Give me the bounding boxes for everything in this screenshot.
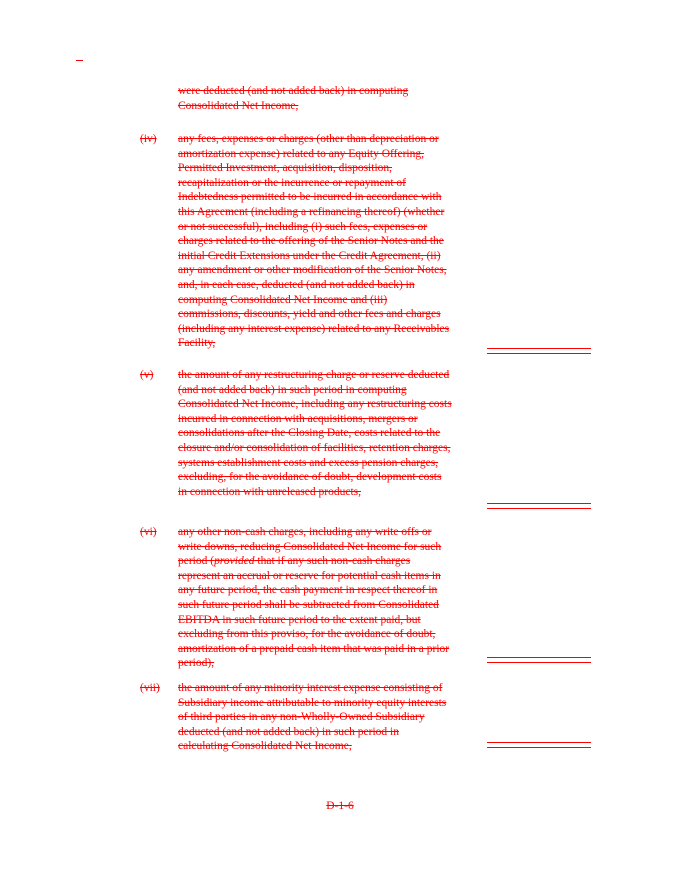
corner-dash-mark <box>76 60 83 61</box>
clause-v <box>0 368 680 518</box>
clause-continuation <box>0 84 680 116</box>
clause-vi <box>0 525 680 675</box>
clause-text-emphasis: provided <box>214 555 255 568</box>
clause-text <box>178 525 452 671</box>
clause-text-part: any other non-cash charges, including any write offs or write downs, reducing Consolidated Net Income for such period ( <box>178 526 442 568</box>
change-mark <box>487 657 591 663</box>
clause-marker: (v) <box>140 369 154 381</box>
change-mark <box>487 503 591 509</box>
clause-text-part: that if any such non-cash charges represent an accrual or reserve for potential cash items in any future period, the cash payment in respect thereof in such future period shall be subtracted from Consolidated EBITDA in such future period to the extent paid, but excluding from this proviso, for the avoidance of doubt, amortization of a prepaid cash item that was paid in a prior period), <box>178 555 450 670</box>
clause-vii <box>0 681 680 771</box>
clause-text: were deducted (and not added back) in computing Consolidated Net Income, <box>178 85 409 112</box>
clause-text: any fees, expenses or charges (other than depreciation or amortization expense) related to any Equity Offering, Permitted Investment, acquisition, disposition, recapitalization or the incurrence or repayment of Indebtedness permitted to be incurred in accordance with this Agreement (including a refinancing thereof) (whether or not successful), including (i) such fees, expenses or charges related to the offering of the Senior Notes and the initial Credit Extensions under the Credit Agreement, (ii) any amendment or other modification of the Senior Notes, and, in each case, deducted (and not added back) in computing Consolidated Net Income and (iii) commissions, discounts, yield and other fees and charges (including any interest expense) related to any Receivables Facility, <box>178 133 450 350</box>
clause-marker: (vi) <box>140 526 157 538</box>
change-mark <box>487 742 591 748</box>
clause-text: the amount of any minority interest expense consisting of Subsidiary income attributable to minority equity interests of third parties in any non-Wholly-Owned Subsidiary deducted (and not added back) in such period in calculating Consolidated Net Income, <box>178 682 447 753</box>
clause-marker: (vii) <box>140 682 160 694</box>
clause-text: the amount of any restructuring charge or reserve deducted (and not added back) in such period in computing Consolidated Net Income, including any restructuring costs incurred in connection with acquisitions, mergers or consolidations after the Closing Date, costs related to the closure and/or consolidation of facilities, retention charges, systems establishment costs and excess pension charges, excluding, for the avoidance of doubt, development costs in connection with unreleased products, <box>178 369 452 498</box>
page-number: D-1-6 <box>326 800 354 812</box>
clause-iv <box>0 132 680 362</box>
clause-marker: (iv) <box>140 133 157 145</box>
document-body <box>0 84 680 753</box>
change-mark <box>487 348 591 354</box>
